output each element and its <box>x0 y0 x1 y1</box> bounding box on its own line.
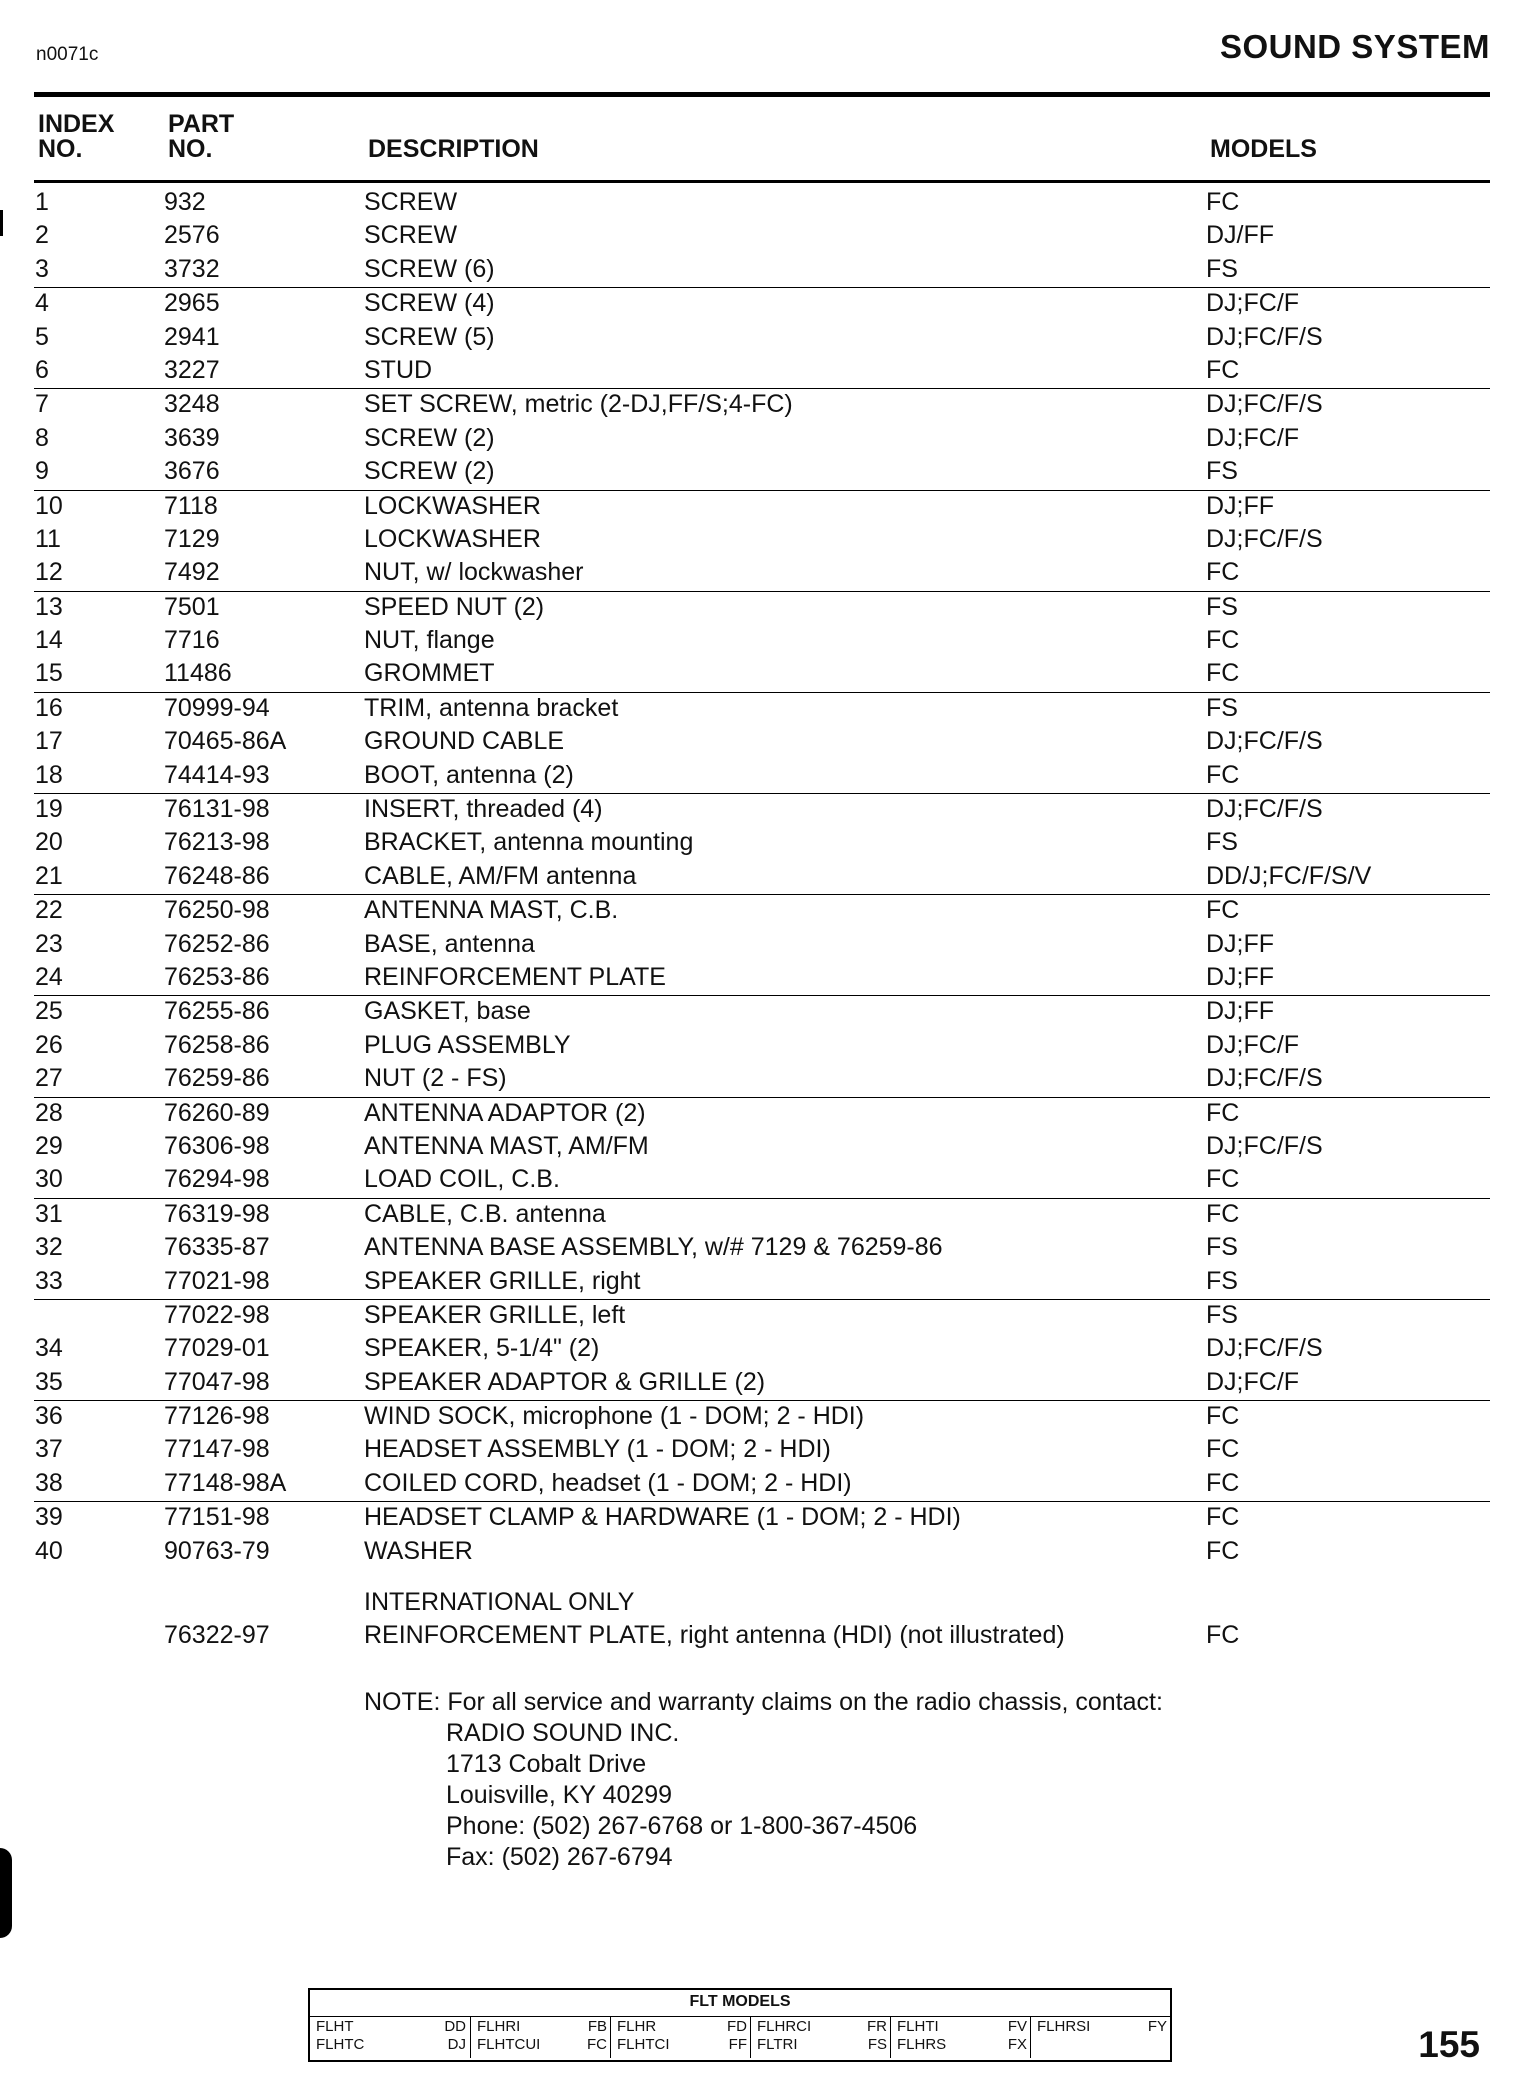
row-part-number: 76260-89 <box>164 1098 270 1127</box>
flt-models-legend <box>308 1988 1172 2062</box>
row-index: 18 <box>35 760 63 789</box>
row-models: FC <box>1206 188 1240 216</box>
row-description: SCREW (4) <box>364 289 495 318</box>
table-row <box>34 658 1490 691</box>
flt-model-name: FLHRSI <box>1037 2018 1091 2035</box>
parts-table <box>34 187 1490 1569</box>
international-description: REINFORCEMENT PLATE, right antenna (HDI) (not illustrated) <box>364 1621 1065 1649</box>
row-models: DJ;FC/F/S <box>1206 322 1323 351</box>
row-description: SCREW (5) <box>364 322 495 351</box>
row-models: FS <box>1206 1233 1238 1262</box>
row-index: 8 <box>35 423 49 452</box>
international-heading: INTERNATIONAL ONLY <box>364 1588 635 1616</box>
row-description: NUT (2 - FS) <box>364 1064 507 1093</box>
row-description: SCREW (6) <box>364 254 495 283</box>
row-part-number: 7501 <box>164 592 220 621</box>
row-description: GASKET, base <box>364 997 531 1026</box>
international-models: FC <box>1206 1621 1240 1649</box>
table-row <box>34 995 1490 1029</box>
row-index: 9 <box>35 457 49 486</box>
row-index: 20 <box>35 828 63 857</box>
table-row <box>34 220 1490 253</box>
header-part <box>168 112 234 162</box>
row-description: HEADSET CLAMP & HARDWARE (1 - DOM; 2 - HDI) <box>364 1503 961 1532</box>
flt-model-name: FLTRI <box>757 2036 798 2053</box>
row-description: SCREW (2) <box>364 457 495 486</box>
row-models: DJ;FC/F/S <box>1206 1131 1323 1160</box>
row-description: SET SCREW, metric (2-DJ,FF/S;4-FC) <box>364 390 793 419</box>
row-models: DJ/FF <box>1206 221 1275 250</box>
row-index: 13 <box>35 592 63 621</box>
row-index: 7 <box>35 390 49 419</box>
table-row <box>34 1097 1490 1131</box>
table-row <box>34 1030 1490 1063</box>
row-part-number: 77022-98 <box>164 1300 270 1329</box>
row-models: DJ;FC/F/S <box>1206 1064 1323 1093</box>
row-part-number: 76213-98 <box>164 828 270 857</box>
note-phone: Phone: (502) 267-6768 or 1-800-367-4506 <box>446 1812 918 1840</box>
document-code: n0071c <box>36 44 99 65</box>
row-models: FC <box>1206 1503 1240 1532</box>
flt-model-names <box>897 2018 946 2054</box>
table-row <box>34 490 1490 524</box>
row-models: DJ;FC/F/S <box>1206 1334 1323 1363</box>
row-part-number: 7129 <box>164 524 220 553</box>
row-part-number: 76252-86 <box>164 929 270 958</box>
row-index: 10 <box>35 491 63 520</box>
row-part-number: 3639 <box>164 423 220 452</box>
row-models: FS <box>1206 254 1238 283</box>
flt-model-code: DD <box>444 2018 466 2035</box>
row-part-number: 77021-98 <box>164 1266 270 1295</box>
header-index-line1: INDEX <box>38 110 115 138</box>
row-index: 36 <box>35 1402 63 1431</box>
row-models: FC <box>1206 626 1240 655</box>
row-index: 27 <box>35 1064 63 1093</box>
row-description: BOOT, antenna (2) <box>364 760 574 789</box>
row-index: 21 <box>35 861 63 890</box>
row-part-number: 77029-01 <box>164 1334 270 1363</box>
row-models: DJ;FF <box>1206 491 1275 520</box>
table-row <box>34 423 1490 456</box>
row-description: ANTENNA BASE ASSEMBLY, w/# 7129 & 76259-86 <box>364 1233 943 1262</box>
row-models: FC <box>1206 1165 1240 1194</box>
row-part-number: 76131-98 <box>164 795 270 824</box>
flt-model-name: FLHTC <box>316 2036 365 2053</box>
row-part-number: 7492 <box>164 558 220 587</box>
international-row <box>34 1621 1490 1654</box>
row-index: 1 <box>35 188 49 216</box>
flt-model-names <box>477 2018 540 2054</box>
table-row <box>34 1063 1490 1096</box>
service-note <box>364 1687 1163 1873</box>
row-part-number: 7118 <box>164 491 218 520</box>
row-part-number: 76335-87 <box>164 1233 270 1262</box>
header-part-line2: NO. <box>168 135 213 163</box>
row-description: LOCKWASHER <box>364 524 541 553</box>
flt-model-names <box>617 2018 670 2054</box>
flt-model-name: FLHTI <box>897 2018 939 2035</box>
row-part-number: 11486 <box>164 659 232 688</box>
note-company: RADIO SOUND INC. <box>446 1719 680 1747</box>
row-models: FS <box>1206 592 1238 621</box>
row-description: PLUG ASSEMBLY <box>364 1030 571 1059</box>
flt-model-code: FB <box>587 2018 607 2035</box>
row-part-number: 932 <box>164 188 206 216</box>
flt-model-code: FF <box>728 2036 747 2053</box>
row-models: DJ;FC/F <box>1206 289 1300 318</box>
flt-model-codes <box>444 2018 466 2054</box>
table-row <box>34 355 1490 388</box>
top-rule <box>34 92 1490 97</box>
row-part-number: 2941 <box>164 322 220 351</box>
page-number: 155 <box>1418 2024 1480 2065</box>
flt-model-group <box>750 2016 891 2058</box>
row-description: SCREW (2) <box>364 423 495 452</box>
flt-model-names <box>757 2018 811 2054</box>
header-index-line2: NO. <box>38 135 83 163</box>
table-row <box>34 929 1490 962</box>
row-part-number: 76294-98 <box>164 1165 270 1194</box>
flt-model-code: FR <box>867 2018 887 2035</box>
row-part-number: 77151-98 <box>164 1503 270 1532</box>
row-description: LOAD COIL, C.B. <box>364 1165 560 1194</box>
row-description: HEADSET ASSEMBLY (1 - DOM; 2 - HDI) <box>364 1435 831 1464</box>
row-description: WIND SOCK, microphone (1 - DOM; 2 - HDI) <box>364 1402 865 1431</box>
flt-model-name: FLHTCI <box>617 2036 670 2053</box>
row-description: SPEAKER GRILLE, left <box>364 1300 626 1329</box>
flt-model-group <box>1030 2016 1171 2058</box>
table-row <box>34 827 1490 860</box>
row-models: DJ;FC/F/S <box>1206 524 1323 553</box>
row-models: DJ;FC/F/S <box>1206 795 1323 824</box>
row-description: STUD <box>364 355 433 384</box>
binder-hole-mark <box>0 1848 12 1938</box>
row-description: INSERT, threaded (4) <box>364 795 603 824</box>
table-row <box>34 1131 1490 1164</box>
row-description: CABLE, C.B. antenna <box>364 1199 606 1228</box>
flt-model-group <box>470 2016 611 2058</box>
row-description: BASE, antenna <box>364 929 535 958</box>
row-part-number: 74414-93 <box>164 760 270 789</box>
flt-model-group <box>610 2016 751 2058</box>
row-description: SCREW <box>364 221 458 250</box>
row-part-number: 2965 <box>164 289 220 318</box>
row-index: 34 <box>35 1334 63 1363</box>
row-index: 40 <box>35 1536 63 1565</box>
row-models: FS <box>1206 1266 1238 1295</box>
flt-model-name: FLHRS <box>897 2036 947 2053</box>
table-row <box>34 1536 1490 1569</box>
table-row <box>34 1333 1490 1366</box>
flt-model-code: FV <box>1007 2018 1027 2035</box>
row-index: 12 <box>35 558 63 587</box>
row-index: 23 <box>35 929 63 958</box>
row-index: 39 <box>35 1503 63 1532</box>
table-row <box>34 1501 1490 1535</box>
row-models: DJ;FF <box>1206 929 1275 958</box>
row-part-number: 76258-86 <box>164 1030 270 1059</box>
row-description: SCREW <box>364 188 458 216</box>
international-part: 76322-97 <box>164 1621 270 1649</box>
table-row <box>34 1400 1490 1434</box>
row-part-number: 3676 <box>164 457 220 486</box>
row-index: 3 <box>35 254 49 283</box>
flt-model-code: FY <box>1147 2018 1167 2035</box>
flt-model-code: FS <box>867 2036 887 2053</box>
row-index: 15 <box>35 659 63 688</box>
flt-model-name: FLHTCUI <box>477 2036 541 2053</box>
row-part-number: 70465-86A <box>164 727 287 756</box>
row-models: DJ;FC/F/S <box>1206 727 1323 756</box>
row-models: FC <box>1206 558 1240 587</box>
header-part-line1: PART <box>168 110 235 138</box>
table-row <box>34 388 1490 422</box>
row-part-number: 77147-98 <box>164 1435 270 1464</box>
row-models: DJ;FC/F <box>1206 1367 1300 1396</box>
header-rule <box>34 180 1490 183</box>
row-description: SPEAKER GRILLE, right <box>364 1266 641 1295</box>
table-row <box>34 557 1490 590</box>
row-part-number: 76250-98 <box>164 896 270 925</box>
table-row <box>34 861 1490 894</box>
row-part-number: 2576 <box>164 221 220 250</box>
row-part-number: 76253-86 <box>164 962 270 991</box>
row-models: DJ;FC/F <box>1206 1030 1300 1059</box>
row-part-number: 77148-98A <box>164 1468 287 1497</box>
row-models: FS <box>1206 828 1238 857</box>
row-index: 31 <box>35 1199 63 1228</box>
row-description: ANTENNA MAST, C.B. <box>364 896 619 925</box>
flt-model-name: FLHRI <box>477 2018 521 2035</box>
row-part-number: 77126-98 <box>164 1402 270 1431</box>
row-index: 30 <box>35 1165 63 1194</box>
row-index: 24 <box>35 962 63 991</box>
row-models: FC <box>1206 1536 1240 1565</box>
row-part-number: 76259-86 <box>164 1064 270 1093</box>
row-index: 11 <box>35 524 61 553</box>
note-fax: Fax: (502) 267-6794 <box>446 1843 673 1871</box>
table-row <box>34 1198 1490 1232</box>
row-models: DJ;FF <box>1206 962 1275 991</box>
row-index: 37 <box>35 1435 63 1464</box>
flt-model-names <box>1037 2018 1090 2036</box>
row-description: COILED CORD, headset (1 - DOM; 2 - HDI) <box>364 1468 852 1497</box>
table-row <box>34 1164 1490 1197</box>
page-title: SOUND SYSTEM <box>1219 28 1490 65</box>
table-row <box>34 1468 1490 1501</box>
table-row <box>34 1232 1490 1265</box>
table-row <box>34 1434 1490 1467</box>
row-index: 4 <box>35 289 49 318</box>
row-part-number: 77047-98 <box>164 1367 270 1396</box>
row-index: 28 <box>35 1098 63 1127</box>
flt-model-name: FLHT <box>316 2018 354 2035</box>
flt-model-code: FD <box>727 2018 747 2035</box>
row-description: GROUND CABLE <box>364 727 565 756</box>
row-description: ANTENNA MAST, AM/FM <box>364 1131 649 1160</box>
row-models: DJ;FF <box>1206 997 1275 1026</box>
row-part-number: 70999-94 <box>164 693 270 722</box>
row-description: NUT, w/ lockwasher <box>364 558 584 587</box>
row-description: SPEAKER, 5-1/4" (2) <box>364 1334 600 1363</box>
row-part-number: 7716 <box>164 626 220 655</box>
row-part-number: 76319-98 <box>164 1199 270 1228</box>
row-description: GROMMET <box>364 659 495 688</box>
row-index: 29 <box>35 1131 63 1160</box>
table-row <box>34 254 1490 287</box>
table-row <box>34 692 1490 726</box>
row-models: DJ;FC/F <box>1206 423 1300 452</box>
row-index: 5 <box>35 322 49 351</box>
table-row <box>34 726 1490 759</box>
table-row <box>34 760 1490 793</box>
header-index <box>38 112 114 162</box>
row-description: WASHER <box>364 1536 473 1565</box>
row-models: FS <box>1206 1300 1238 1329</box>
row-description: TRIM, antenna bracket <box>364 693 619 722</box>
table-row <box>34 1367 1490 1400</box>
row-models: FC <box>1206 355 1240 384</box>
flt-model-codes <box>1008 2018 1027 2054</box>
row-index: 25 <box>35 997 63 1026</box>
row-models: FC <box>1206 1435 1240 1464</box>
table-row <box>34 793 1490 827</box>
note-intro: NOTE: For all service and warranty claims on the radio chassis, contact: <box>364 1688 1163 1716</box>
row-models: FC <box>1206 1098 1240 1127</box>
row-models: FC <box>1206 1402 1240 1431</box>
row-index: 33 <box>35 1266 63 1295</box>
row-part-number: 90763-79 <box>164 1536 270 1565</box>
row-index: 6 <box>35 355 49 384</box>
table-row <box>34 625 1490 658</box>
row-description: NUT, flange <box>364 626 495 655</box>
row-description: LOCKWASHER <box>364 491 541 520</box>
table-row <box>34 456 1490 489</box>
row-part-number: 76255-86 <box>164 997 270 1026</box>
row-index: 19 <box>35 795 63 824</box>
row-part-number: 76248-86 <box>164 861 270 890</box>
row-models: FC <box>1206 1199 1240 1228</box>
flt-model-names <box>316 2018 364 2054</box>
row-models: DD/J;FC/F/S/V <box>1206 861 1372 890</box>
row-description: SPEAKER ADAPTOR & GRILLE (2) <box>364 1367 766 1396</box>
row-description: CABLE, AM/FM antenna <box>364 861 637 890</box>
row-description: BRACKET, antenna mounting <box>364 828 694 857</box>
row-models: FC <box>1206 896 1240 925</box>
table-row <box>34 187 1490 220</box>
row-index: 14 <box>35 626 63 655</box>
row-index: 17 <box>35 727 63 756</box>
table-row <box>34 524 1490 557</box>
table-row <box>34 1299 1490 1333</box>
flt-model-codes <box>867 2018 887 2054</box>
row-models: FC <box>1206 659 1240 688</box>
row-models: FC <box>1206 1468 1240 1497</box>
note-city: Louisville, KY 40299 <box>446 1781 673 1809</box>
row-index: 22 <box>35 896 63 925</box>
flt-model-code: DJ <box>447 2036 466 2053</box>
row-index: 32 <box>35 1233 63 1262</box>
table-row <box>34 287 1490 321</box>
flt-model-name: FLHRCI <box>757 2018 812 2035</box>
table-row <box>34 962 1490 995</box>
row-models: FS <box>1206 457 1238 486</box>
row-description: ANTENNA ADAPTOR (2) <box>364 1098 646 1127</box>
row-part-number: 76306-98 <box>164 1131 270 1160</box>
table-row <box>34 1266 1490 1299</box>
flt-model-code: FX <box>1007 2036 1027 2053</box>
row-models: FC <box>1206 760 1240 789</box>
row-index: 2 <box>35 221 49 250</box>
row-part-number: 3248 <box>164 390 220 419</box>
row-part-number: 3227 <box>164 355 220 384</box>
row-part-number: 3732 <box>164 254 220 283</box>
flt-model-group <box>310 2016 470 2058</box>
row-index: 38 <box>35 1468 63 1497</box>
header-models: MODELS <box>1210 135 1317 163</box>
row-index: 26 <box>35 1030 63 1059</box>
row-index: 35 <box>35 1367 63 1396</box>
table-row <box>34 322 1490 355</box>
flt-model-group <box>890 2016 1031 2058</box>
row-index: 16 <box>35 693 63 722</box>
binder-edge-mark <box>0 210 3 236</box>
note-street: 1713 Cobalt Drive <box>446 1750 647 1778</box>
flt-models-title: FLT MODELS <box>689 1993 791 2010</box>
flt-model-codes <box>727 2018 747 2054</box>
flt-model-codes <box>1148 2018 1167 2036</box>
flt-model-code: FC <box>587 2036 607 2053</box>
flt-model-name: FLHR <box>617 2018 657 2035</box>
flt-model-codes <box>587 2018 607 2054</box>
table-header <box>34 108 1490 178</box>
row-models: FS <box>1206 693 1238 722</box>
row-description: SPEED NUT (2) <box>364 592 545 621</box>
table-row <box>34 591 1490 625</box>
table-row <box>34 894 1490 928</box>
row-models: DJ;FC/F/S <box>1206 390 1323 419</box>
header-description: DESCRIPTION <box>368 135 539 163</box>
row-description: REINFORCEMENT PLATE <box>364 962 666 991</box>
